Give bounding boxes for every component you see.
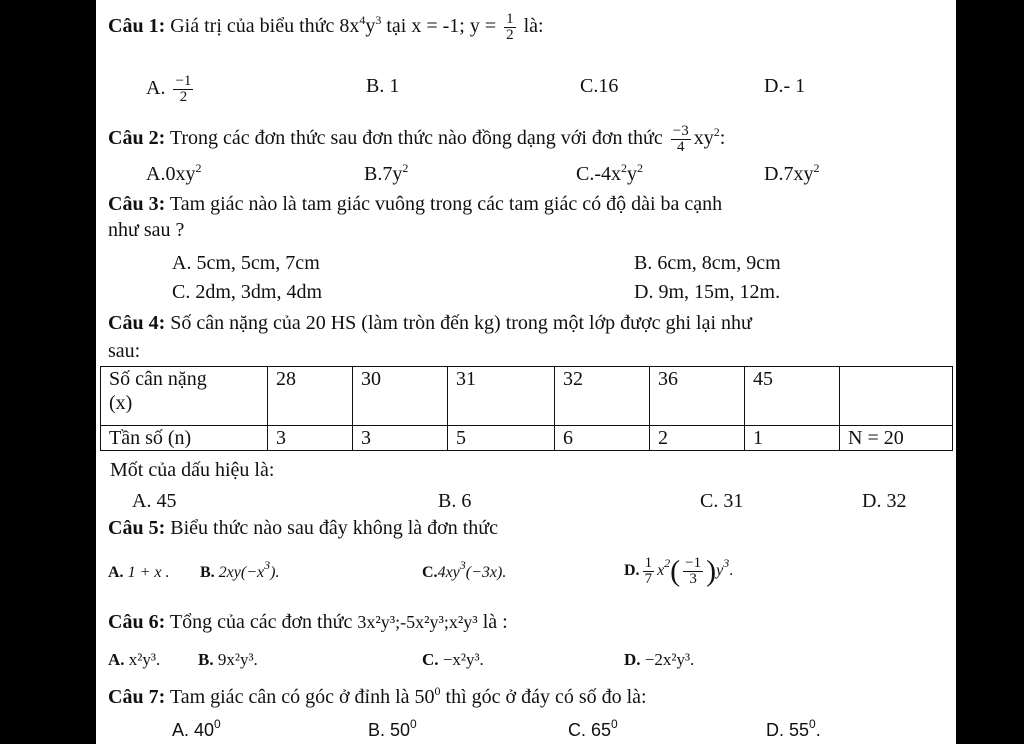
q5-option-d [624,553,733,589]
table-cell-total: N = 20 [840,426,953,451]
q5-option-b-pre: 2xy(−x [218,564,265,581]
q7-option-c [568,718,618,742]
q2-label: Câu 2: [108,127,166,150]
table-cell: 6 [555,426,650,451]
table-cell [840,367,953,426]
q5-option-b [200,558,280,585]
q1-text-b: y [365,15,376,38]
q1-option-a-letter: A. [146,77,166,100]
q6-option-b-value: 9x²y³. [217,650,258,669]
table-cell: 30 [353,367,448,426]
q7-option-c-exp: 0 [611,717,618,731]
table-cell: 1 [745,426,840,451]
q7-option-d-end: . [815,720,821,740]
q6-option-d [624,648,694,672]
q6-option-b-letter: B. [198,650,214,669]
q5-option-d-frac-den: 7 [644,570,653,587]
q5-option-c [422,558,507,585]
table-cell: 32 [555,367,650,426]
table-cell: 5 [448,426,555,451]
q7-option-c-text: C. 65 [568,720,612,740]
q2-option-d-exp: 2 [813,161,820,175]
q6-text: Tổng của các đơn thức [169,611,353,633]
q1-line [108,12,544,43]
q1-label: Câu 1: [108,15,166,38]
table-cell: 3 [353,426,448,451]
table-row-frequency [101,426,953,451]
q5-option-b-post: ). [270,564,280,581]
q7-option-b [368,718,417,742]
q5-text: Biểu thức nào sau đây không là đơn thức [170,517,498,539]
q2-option-b [364,162,408,186]
q4-question: Mốt của dấu hiệu là: [110,459,275,481]
q4-option-c: C. 31 [700,490,744,512]
q4-line2: sau: [108,340,141,362]
q5-option-b-exp: 3 [264,558,271,572]
q3-option-d: D. 9m, 15m, 12m. [634,281,781,303]
table-cell: 45 [745,367,840,426]
table-cell: 2 [650,426,745,451]
q2-option-c-mid: y [627,163,637,185]
table-cell: 36 [650,367,745,426]
frequency-table [100,366,953,451]
q2-option-a-text: A.0xy [146,163,196,185]
table-header-value-a: Số cân nặng [109,368,207,390]
q4-option-d: D. 32 [862,490,907,512]
table-cell: 3 [268,426,353,451]
q6-option-c-value: −x²y³. [442,650,484,669]
q2-text: Trong các đơn thức sau đơn thức nào đồng dạng với đơn thức [169,127,663,150]
q6-option-a-value: x²y³. [128,650,161,669]
q2-frac-den: 4 [677,139,685,155]
table-cell: 28 [268,367,353,426]
q5-option-d-end: . [729,562,734,579]
q2-option-a-exp: 2 [195,161,202,175]
q7-text-a: Tam giác cân có góc ở đỉnh là 50 [169,686,435,708]
q6-option-a [108,648,160,672]
q4-option-a: A. 45 [132,490,177,512]
table-header-value [101,367,268,426]
left-paren-icon: ( [670,554,681,588]
q5-option-c-letter: C. [422,564,438,581]
q6-option-d-value: −2x²y³. [644,650,695,669]
q5-option-d-y: y [716,562,724,579]
q3-line2: như sau ? [108,219,185,241]
q2-option-d [764,162,819,186]
q1-option-d: D.- 1 [764,75,806,97]
q5-option-a-text: 1 + x . [127,564,170,581]
q2-option-b-exp: 2 [402,161,409,175]
q5-option-c-pre: 4xy [437,564,460,581]
q1-text-c: tại x = -1; y = [381,15,497,38]
q3-text: Tam giác nào là tam giác vuông trong các tam giác có độ dài ba cạnh [169,193,723,215]
q7-option-a-exp: 0 [214,717,221,731]
q7-option-b-exp: 0 [410,717,417,731]
q2-option-c-text: C.-4x [576,163,621,185]
q6-option-a-letter: A. [108,650,125,669]
q1-option-a-fraction [173,74,193,105]
q7-option-d-text: D. 55 [766,720,810,740]
q7-option-d-exp: 0 [809,717,816,731]
q2-option-c-exp1: 2 [621,161,627,175]
q3-line1 [108,192,722,216]
q1-option-c: C.16 [580,75,619,97]
q2-line [108,124,725,155]
q7-exp: 0 [434,684,441,698]
q7-option-b-text: B. 50 [368,720,411,740]
q5-option-c-post: (−3x). [465,564,507,581]
q1-frac-den: 2 [506,27,514,43]
q2-option-d-text: D.7xy [764,163,814,185]
q3-option-b: B. 6cm, 8cm, 9cm [634,252,781,274]
q5-option-d-x-exp: 2 [664,556,671,570]
q6-line [108,610,508,634]
q4-option-b: B. 6 [438,490,472,512]
q4-label: Câu 4: [108,312,166,334]
table-header-frequency: Tần số (n) [101,426,268,451]
q7-option-d [766,718,821,742]
q5-label: Câu 5: [108,517,166,539]
q5-option-d-fraction [643,556,655,587]
q5-option-d-y-exp: 3 [723,556,730,570]
q4-text: Số cân nặng của 20 HS (làm tròn đến kg) trong một lớp được ghi lại như [170,312,752,334]
q1-option-b: B. 1 [366,75,400,97]
q5-option-c-exp: 3 [459,558,466,572]
q5-option-d-inner-num: −1 [685,554,702,571]
q7-option-a [172,718,221,742]
q5-option-d-letter: D. [624,562,640,579]
q2-colon: : [719,127,726,150]
q6-option-b [198,648,258,672]
q7-text-b: thì góc ở đáy có số đo là: [440,686,647,708]
q2-frac-num: −3 [672,123,689,139]
q7-line [108,685,647,709]
q2-option-a [146,162,201,186]
q2-option-c [576,162,643,186]
q7-option-a-text: A. 40 [172,720,215,740]
q2-option-b-text: B.7y [364,163,403,185]
q6-tail: là : [482,611,508,633]
q3-label: Câu 3: [108,193,166,215]
q5-option-d-x: x [657,562,665,579]
q5-option-b-letter: B. [200,564,215,581]
table-cell: 31 [448,367,555,426]
q6-option-c-letter: C. [422,650,439,669]
q1-exp2: 3 [375,13,382,28]
q2-fraction [671,124,691,155]
q7-label: Câu 7: [108,686,166,708]
q2-option-c-exp2: 2 [637,161,643,175]
q5-option-a [108,561,169,585]
q5-option-d-inner-den: 3 [689,570,697,587]
q1-option-a-den: 2 [179,89,188,105]
q6-label: Câu 6: [108,611,166,633]
exam-page [96,0,956,744]
q6-expression: 3x²y³;-5x²y³;x²y³ [357,612,478,632]
q5-option-d-inner-fraction [683,556,703,587]
q1-text-a: Giá trị của biểu thức 8x [170,15,360,38]
right-paren-icon: ) [706,554,717,588]
q3-option-c: C. 2dm, 3dm, 4dm [172,281,323,303]
q1-option-a-num: −1 [175,73,192,89]
q5-option-d-frac-num: 1 [644,554,653,571]
q6-option-c [422,648,484,672]
q1-fraction [504,12,516,43]
q1-exp1: 4 [359,13,366,28]
q1-option-a [146,74,196,105]
q1-frac-num: 1 [506,11,514,27]
q2-exp: 2 [713,125,720,140]
q5-option-a-letter: A. [108,564,124,581]
table-header-value-b: (x) [109,392,133,414]
q3-option-a: A. 5cm, 5cm, 7cm [172,252,320,274]
q2-var: xy [693,127,714,150]
q1-text-d: là: [523,15,544,38]
q4-line1 [108,311,752,335]
q6-option-d-letter: D. [624,650,641,669]
q5-line [108,516,498,540]
table-row-values [101,367,953,426]
